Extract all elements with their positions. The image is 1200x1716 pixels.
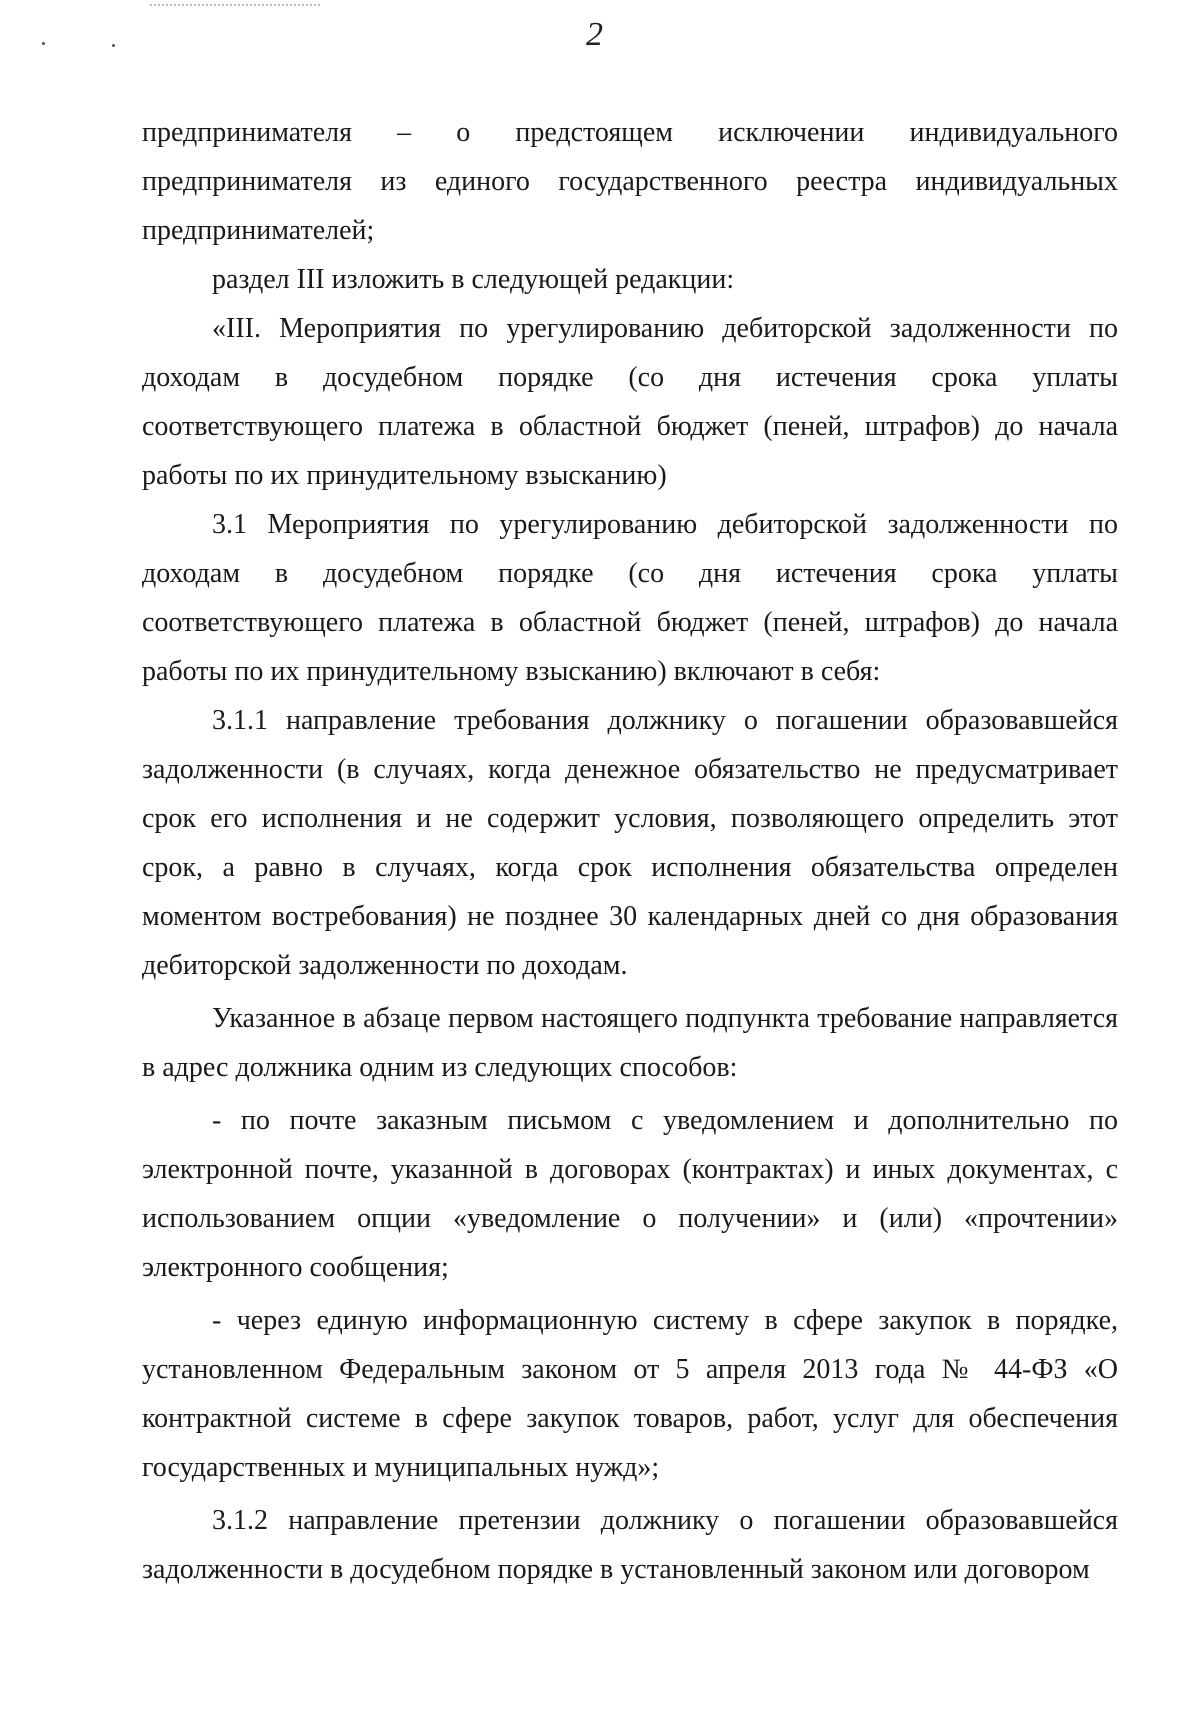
document-body [142, 108, 1118, 1594]
scan-speck [112, 44, 115, 47]
paragraph-3-1: 3.1 Мероприятия по урегулированию дебиторской задолженности по доходам в досудебном порядке (со дня истечения срока уплаты соответствующего платежа в областной бюджет (пеней, штрафов) до начала работы по их принудительному взысканию) включают в себя: [142, 509, 1118, 687]
paragraph-methods-intro: Указанное в абзаце первом настоящего подпункта требование направляется в адрес должника одним из следующих способов: [142, 1003, 1118, 1083]
paragraph-amendment-intro: раздел III изложить в следующей редакции: [212, 264, 735, 295]
paragraph-3-1-2: 3.1.2 направление претензии должнику о погашении образовавшейся задолженности в досудебном порядке в установленный законом или договором [142, 1505, 1118, 1585]
paragraph-continuation: предпринимателя – о предстоящем исключении индивидуального предпринимателя из единого государственного реестра индивидуальных предпринимателей; [142, 117, 1118, 246]
scan-artifact [150, 4, 320, 8]
page-number: 2 [586, 16, 603, 53]
scan-speck [42, 42, 45, 45]
paragraph-3-1-1: 3.1.1 направление требования должнику о погашении образовавшейся задолженности (в случаях, когда денежное обязательство не предусматривает срок его исполнения и не содержит условия, позволяющего определить этот срок, а равно в случаях, когда срок исполнения обязательства определен моментом востребования) не позднее 30 календарных дней со дня образования дебиторской задолженности по доходам. [142, 705, 1118, 981]
section-heading: «III. Мероприятия по урегулированию дебиторской задолженности по доходам в досудебном порядке (со дня истечения срока уплаты соответствующего платежа в областной бюджет (пеней, штрафов) до начала работы по их принудительному взысканию) [142, 313, 1118, 491]
list-item-eis: - через единую информационную систему в сфере закупок в порядке, установленном Федеральным законом от 5 апреля 2013 года № 44-ФЗ «О контрактной системе в сфере закупок товаров, работ, услуг для обеспечения государственных и муниципальных нужд»; [142, 1305, 1118, 1483]
list-item-mail: - по почте заказным письмом с уведомлением и дополнительно по электронной почте, указанной в договорах (контрактах) и иных документах, с использованием опции «уведомление о получении» и (или) «прочтении» электронного сообщения; [142, 1105, 1118, 1283]
